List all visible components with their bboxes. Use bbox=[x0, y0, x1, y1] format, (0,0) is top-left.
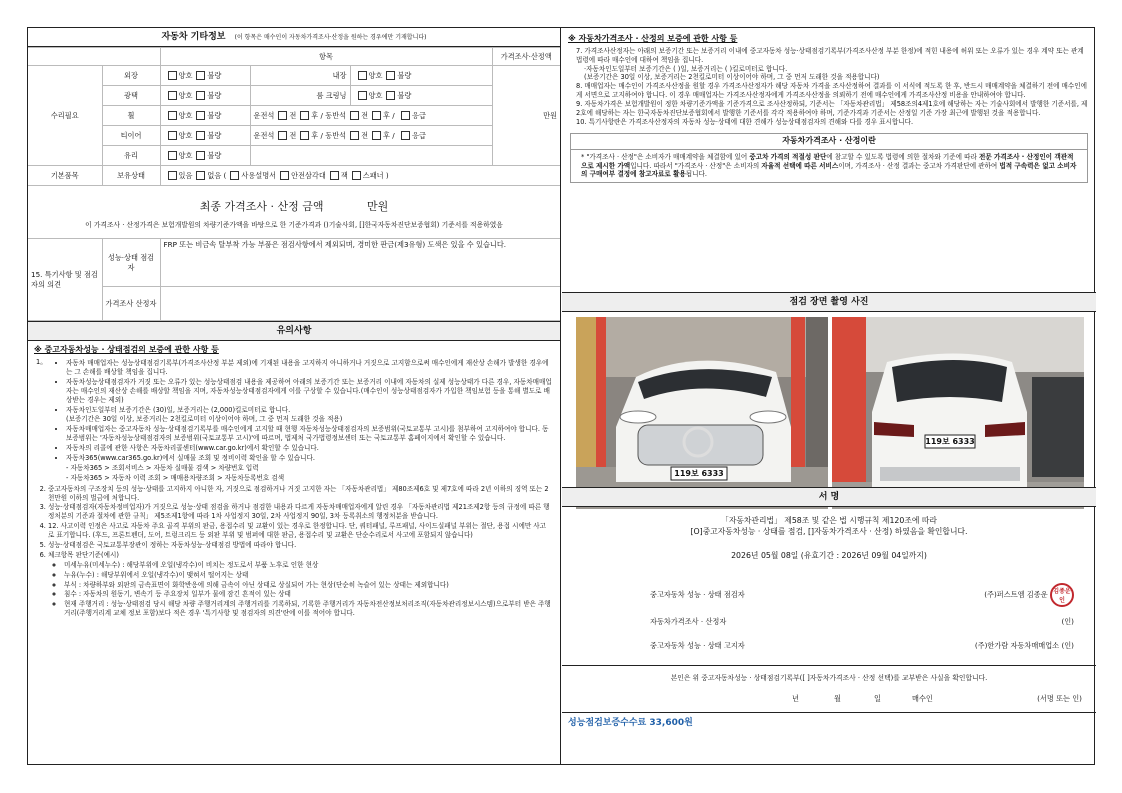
final-label: 최종 가격조사 · 산정 금액 bbox=[199, 200, 324, 214]
year: 년 bbox=[792, 694, 799, 703]
role-inspector: 중고자동차 성능 · 상태 점검자 bbox=[650, 590, 745, 600]
possession-label: 보유상태 bbox=[102, 166, 160, 186]
checkbox[interactable] bbox=[168, 71, 177, 80]
car-front-photo-image bbox=[576, 317, 828, 509]
role-notifier: 중고자동차 성능 · 상태 고지자 bbox=[650, 641, 745, 651]
standard-text-1: 이 가격조사 · 산정가격은 보험개발원의 차량기준가액을 바탕으로 한 기준가격과 ( bbox=[85, 220, 327, 229]
notice-bar: 유의사항 bbox=[28, 321, 560, 341]
box-bold-3: 자율적 선택에 따른 서비스 bbox=[761, 161, 839, 170]
checkbox[interactable] bbox=[300, 131, 309, 140]
list-item: ·자동차인도일부터 보증기간은 ( )일, 보증거리는 ( )킬로미터로 합니다. bbox=[584, 64, 788, 73]
list-item: 8. 매매업자는 매수인이 가격조사산정을 원할 경우 가격조사산정자가 해당 자동차 가격을 조사산정하여 결과를 이 서식에 적도록 한 후, 반드시 매매계약을 체결하기 전에 매수인에게 서면으로 고지하여야 합니다. 이 경우 매매업자는 가격조사산정자에게 가격조사산정을 의뢰하기 전에 매수인에게 가격조사산정 비용을 안내하여야 합니다. bbox=[576, 82, 1088, 100]
spare: 응급 bbox=[412, 130, 426, 140]
driver-seat: 운전석 bbox=[253, 110, 275, 120]
list-item: • 자동차의 리콜에 관한 사항은 자동차리콜센터(www.car.go.kr)에서 확인할 수 있습니다. bbox=[66, 444, 552, 453]
standard-text-2: )기술사회, [ bbox=[326, 220, 362, 229]
checkbox[interactable] bbox=[350, 111, 359, 120]
jack: 잭 bbox=[340, 170, 348, 180]
box-text-5: 됩니다. bbox=[685, 170, 707, 179]
rear: 후 bbox=[311, 110, 319, 120]
col-item-header: 항목 bbox=[160, 48, 492, 66]
notice-list bbox=[36, 485, 552, 618]
name-inspector: (주)퍼스트엠 김종운 bbox=[984, 590, 1048, 599]
checkbox[interactable] bbox=[352, 171, 361, 180]
driver-seat: 운전석 bbox=[253, 130, 275, 140]
list-item: ◦ 미세누유(미세누수) : 해당부위에 오일(냉각수)이 비치는 정도로서 부품 노후로 인한 현상 bbox=[64, 561, 552, 570]
checkbox[interactable] bbox=[196, 131, 205, 140]
guarantee-fee: 성능점검보증수수료 33,600원 bbox=[568, 718, 693, 728]
other-info-header bbox=[28, 28, 560, 47]
list-item: ◦ 누유(누수) : 해당부위에서 오일(냉각수)이 맺혀서 떨어지는 상태 bbox=[64, 571, 552, 580]
rear: 후 bbox=[383, 130, 390, 140]
box-text-2: 에 참고할 수 있도록 법령에 의한 절차와 기준에 따라 bbox=[826, 152, 977, 161]
opt-good: 양호 bbox=[368, 70, 383, 80]
list-item: ◦ 침수 : 자동차의 원동기, 변속기 등 주요장치 일부가 물에 잠긴 흔적이 있는 상태 bbox=[64, 590, 552, 599]
inspection-form bbox=[27, 27, 1095, 765]
checkbox[interactable] bbox=[358, 71, 367, 80]
list-item: 10. 특기사항란은 가격조사산정자의 자동차 성능·상태에 대한 견해가 성능상태점검자의 견해와 다를 경우 표시합니다. bbox=[576, 117, 914, 126]
triangle: 안전삼각대 bbox=[291, 170, 326, 180]
inspection-photo-rear bbox=[832, 317, 1084, 509]
row-gloss: 광택 bbox=[102, 86, 160, 106]
row-tire: 티이어 bbox=[102, 126, 160, 146]
final-unit: 만원 bbox=[366, 200, 389, 214]
car-rear-photo-image bbox=[832, 317, 1084, 509]
checkbox[interactable] bbox=[280, 171, 289, 180]
buyer-sign: (서명 또는 인) bbox=[1037, 694, 1082, 703]
list-item: • 자동차 매매업자는 성능상태점검기록부(가격조사산정 부분 제외)에 기재된 내용을 고지하지 아니하거나 거짓으로 고지함으로써 매수인에게 재산상 손해가 발생한 경우에는 그 손해를 배상할 책임을 집니다. bbox=[66, 359, 552, 377]
spare: 응급 bbox=[412, 110, 426, 120]
item1-lead: 1。 bbox=[36, 358, 47, 367]
right-column bbox=[562, 28, 1096, 764]
standard-text bbox=[28, 219, 560, 238]
checkbox[interactable] bbox=[168, 151, 177, 160]
opt-bad: 불량 bbox=[207, 110, 222, 120]
opt-have: 있음 bbox=[178, 170, 193, 180]
checkbox[interactable] bbox=[278, 111, 287, 120]
checkbox[interactable] bbox=[330, 171, 339, 180]
checkbox[interactable] bbox=[386, 71, 395, 80]
price-definition-box bbox=[570, 133, 1088, 183]
checkbox[interactable] bbox=[230, 171, 239, 180]
list-item: 5. 성능·상태점검은 국토교통부장관이 정하는 자동차성능·상태점검 방법에 따라야 합니다. bbox=[48, 541, 552, 550]
spanner: 스패너 ) bbox=[362, 170, 389, 180]
opt-good: 양호 bbox=[178, 90, 193, 100]
price-inspector-label: 가격조사 산정자 bbox=[102, 287, 160, 321]
box-text-1: * "가격조사 · 산정"은 소비자가 매매계약을 체결함에 있어 bbox=[581, 152, 748, 161]
sign-check: [O]중고자동차성능 · 상태를 점검, [ bbox=[690, 526, 811, 536]
item1-list bbox=[54, 358, 552, 484]
left-column bbox=[28, 28, 561, 764]
list-item: 3. 성능·상태점검자(자동차정비업자)가 거짓으로 성능·상태 점검을 하거나 점검한 내용과 다르게 자동차매매업자에게 알린 경우 「자동차관리법 제21조제2항 등의 규정에 따른 행정처분의 기준과 절차에 관한 규칙」 제5조제1항에 따라 1차 사업정지 30일, 2차 사업정지 90일, 3차 등록취소의 행정처분을 받습니다. bbox=[48, 503, 552, 521]
manual: 사용설명서 bbox=[241, 170, 277, 180]
price-guarantee-title: ※ 자동차가격조사 · 산정의 보증에 관한 사항 등 bbox=[568, 34, 738, 43]
sign-law: 「자동차관리법」 제58조 및 같은 법 시행규칙 제120조에 따라 bbox=[721, 516, 937, 525]
receipt-text: 본인은 위 중고자동차성능 · 상태점검기록부([ ]자동차가격조사 · 산정 선택)를 교부받은 사실을 확인합니다. bbox=[670, 674, 988, 682]
opt-bad: 불량 bbox=[207, 90, 222, 100]
opt-none: 없음 ( bbox=[207, 170, 227, 180]
signature-table bbox=[642, 580, 1082, 658]
box-bold-2: 전문 가격조사 · 산정인이 객관적으로 제시한 가액 bbox=[581, 152, 1074, 170]
month: 월 bbox=[834, 694, 841, 703]
signature-bar: 서 명 bbox=[562, 487, 1096, 507]
opt-good: 양호 bbox=[178, 110, 193, 120]
price-value: 만원 bbox=[492, 66, 560, 166]
opt-good: 양호 bbox=[368, 90, 383, 100]
list-item: 2. 중고자동차의 구조장치 등의 성능·상태를 고지하지 아니한 자, 거짓으로 점검하거나 거짓 고지한 자는 「자동차관리법」 제80조제6호 및 제7호에 따라 2년 이하의 징역 또는 2천만원 이하의 벌금에 처합니다. bbox=[48, 485, 552, 503]
col-price-header: 가격조사·산정액 bbox=[492, 48, 560, 66]
opt-good: 양호 bbox=[178, 70, 193, 80]
front: 전 bbox=[289, 130, 297, 140]
list-item: - 자동차365 > 조회서비스 > 자동차 실매물 검색 > 차량번호 입력 bbox=[66, 463, 259, 472]
license-plate-rear: 119보 6333 bbox=[925, 437, 975, 446]
front: 전 bbox=[289, 110, 297, 120]
list-item: ◦ 부식 : 차량하부와 외판의 금속표면이 화학반응에 의해 금속이 아닌 상태로 상실되어 가는 현상(단순히 녹슬어 있는 상태는 제외합니다) bbox=[64, 581, 552, 590]
signature-statement bbox=[562, 516, 1096, 562]
row-room-cleaning: 룸 크링닝 bbox=[250, 86, 350, 106]
checkbox[interactable] bbox=[168, 91, 177, 100]
list-item: • 자동차매매업자는 중고자동차 성능·상태점검기록부를 매수인에게 고지할 때 현행 자동차성능상태점검자의 보증범위(국토교통부 고시)를 첨부하여 고지하여야 합니다. 동 보증범위는 '자동차성능상태점검자의 보증범위(국토교통부 고시)'에 따르며, 법제처 국가법령정보센터 또는 국토교통부 홈페이지에서 확인할 수 있습니다. bbox=[66, 425, 552, 443]
box-text-3: 입니다. 따라서 "가격조사 · 산정"은 소비자의 bbox=[630, 161, 760, 170]
list-item: 9. 자동차가격은 보험개발원이 정한 차량기준가액을 기준가격으로 조사산정하되, 기준서는 「자동차관리법」 제58조의4제1호에 해당하는 자는 기술사회에서 발행한 기준서를, 제2호에 해당하는 자는 한국자동차진단보증협회에서 발행한 기준서를 각각 적용하여야 하며, 기준가격과 기준서는 산정일 기준 가장 최근에 발행된 것을 적용합니다. bbox=[576, 100, 1088, 118]
checkbox[interactable] bbox=[196, 171, 205, 180]
checkbox[interactable] bbox=[401, 131, 410, 140]
checkbox[interactable] bbox=[386, 91, 395, 100]
row-interior: 내장 bbox=[250, 66, 350, 86]
checkbox[interactable] bbox=[401, 111, 410, 120]
seal-mark: (인) bbox=[1061, 617, 1074, 627]
checkbox[interactable] bbox=[300, 111, 309, 120]
opt-bad: 불량 bbox=[207, 150, 222, 160]
list-item: • 자동차인도일부터 보증기간은 (30)일, 보증거리는 (2,000)킬로미터로 합니다. bbox=[66, 406, 552, 415]
inspector-text: FRP 또는 비금속 탈부착 가능 부품은 점검사항에서 제외되며, 경미한 판금(제3유형) 도색은 있을 수 있습니다. bbox=[160, 239, 560, 287]
criteria-list bbox=[48, 561, 552, 618]
list-item: • 자동차365(www.car365.go.kr)에서 실매물 조회 및 정비이력 확인을 할 수 있습니다. bbox=[66, 454, 552, 463]
rear: 후 bbox=[311, 130, 319, 140]
opinion-table bbox=[28, 238, 560, 321]
list-item: 7. 가격조사산정자는 아래의 보증기간 또는 보증거리 이내에 중고자동차 성능·상태점검기록부(가격조사산정 부분 한정)에 적힌 내용에 허위 또는 오류가 있는 경우 계약 또는 관계법령에 따라 매수인에 대하여 책임을 집니다. bbox=[576, 46, 1084, 64]
list-item: 4. 12. 사고이력 인정은 사고로 자동차 주요 골격 부위의 판금, 용접수리 및 교환이 있는 경우로 한정합니다. 단, 쿼터패널, 루프패널, 사이드실패널 부위는 절단, 용접 시에만 사고로 표기합니다. (후드, 프론트펜더, 도어, 트렁크리드 등 외판 부위 및 범퍼에 대한 판금, 용접수리 및 교환은 단순수리로서 사고에 포함되지 않습니다) bbox=[48, 522, 552, 540]
standard-text-3: ]한국자동차진단보증협회) 기준서를 적용하였음 bbox=[361, 220, 503, 229]
repair-label: 수리필요 bbox=[28, 66, 102, 166]
list-item: ◦ 현재 주행거리 : 성능·상태점검 당시 해당 차량 주행거리계의 주행거리를 기록하되, 기록한 주행거리가 자동차전산정보처리조직(자동차관리정보시스템)으로부터 받은 주행거리(주행거리계 교체 정보 포함)보다 적은 경우 '특기사항 및 점검자의 의견'란에 이를 적어야 합니다. bbox=[64, 600, 552, 618]
front: 전 bbox=[361, 130, 369, 140]
section-note: (이 항목은 매수인이 자동차가격조사·산정을 원하는 경우에만 기재합니다) bbox=[234, 34, 427, 41]
list-item: - 자동차365 > 자동차 이력 조회 > 매매용차량조회 > 자동차등록번호 검색 bbox=[66, 473, 285, 482]
passenger-seat: 동반석 bbox=[325, 110, 347, 120]
checkbox[interactable] bbox=[168, 171, 177, 180]
list-item: (보증기간은 30일 이상, 보증거리는 2천킬로미터 이상이어야 하며, 그 중 먼저 도래한 것을 적용합니다) bbox=[584, 73, 880, 82]
seal-stamp-icon: 김종운인 bbox=[1050, 583, 1074, 607]
sign-check-2: ]자동차가격조사 · 산정) 하였음을 확인합니다. bbox=[810, 526, 968, 536]
final-price-row bbox=[28, 186, 560, 219]
front: 전 bbox=[361, 110, 369, 120]
box-text bbox=[571, 150, 1087, 183]
checkbox[interactable] bbox=[196, 111, 205, 120]
box-text-4: 이며, 가격조사 · 산정 결과는 중고차 가격판단에 관하여 bbox=[838, 161, 998, 170]
other-info-table: 항목 가격조사·산정액 수리필요 외장 양호 불량 내장 양호 불량 만원 광택 양호 불량 룸 크링닝 양호 불량 휠 양호 불량 운전석 전 후 / 동반석 전 후 / 응급 티이어 양호 불량 운전석 전 후 / 동반석 전 후 / 응급 유리 양호 불량 기본품목 보유상태 있음 없음 ( 사용설명서 안전삼각대 잭 스패너 ) bbox=[28, 47, 560, 186]
inspector-label: 성능·상태 점검자 bbox=[102, 239, 160, 287]
opt-good: 양호 bbox=[178, 150, 193, 160]
checkbox[interactable] bbox=[278, 131, 287, 140]
price-guarantee-body bbox=[562, 47, 1096, 127]
role-price: 자동차가격조사 · 산정자 bbox=[650, 617, 727, 627]
opt-bad: 불량 bbox=[207, 130, 222, 140]
inspection-photo-front bbox=[576, 317, 828, 509]
rear: 후 bbox=[383, 110, 390, 120]
checkbox[interactable] bbox=[372, 131, 381, 140]
row-exterior: 외장 bbox=[102, 66, 160, 86]
checkbox[interactable] bbox=[196, 91, 205, 100]
notice-section-title: ※ 중고자동차성능 · 상태점검의 보증에 관한 사항 등 bbox=[34, 345, 219, 355]
list-item: 체크항목 판단기준(예시) bbox=[48, 550, 119, 559]
checkbox[interactable] bbox=[168, 131, 177, 140]
row-glass: 유리 bbox=[102, 146, 160, 166]
opt-bad: 불량 bbox=[397, 90, 412, 100]
list-item: • 자동차성능상태점검자가 거짓 또는 오류가 있는 성능상태점검 내용을 제공하여 아래의 보증기간 또는 보증거리 이내에 자동차의 실제 성능상태가 다른 경우, 자동차매매업자는 매수인의 재산상 손해를 배상할 책임을 지며, 자동차성능상태점검자에게 이를 구상할 수 있습니다.(매수인이 성능상태점검자가 가입한 책임보험 등을 통해 별도로 배상받는 경우는 제외) bbox=[66, 378, 552, 405]
row-wheel: 휠 bbox=[102, 106, 160, 126]
opt-bad: 불량 bbox=[397, 70, 412, 80]
checkbox[interactable] bbox=[372, 111, 381, 120]
checkbox[interactable] bbox=[196, 151, 205, 160]
day: 일 bbox=[874, 694, 881, 703]
passenger-seat: 동반석 bbox=[325, 130, 347, 140]
checkbox[interactable] bbox=[358, 91, 367, 100]
basic-items-label: 기본품목 bbox=[28, 166, 102, 186]
opt-bad: 불량 bbox=[207, 70, 222, 80]
license-plate-front: 119보 6333 bbox=[674, 469, 724, 478]
sign-date: 2026년 05월 08일 (유효기간 : 2026년 09월 04일까지) bbox=[731, 551, 927, 561]
name-notifier: (주)한가람 자동차매매업소 bbox=[974, 641, 1060, 651]
box-title: 자동차가격조사 · 산정이란 bbox=[571, 134, 1087, 150]
buyer: 매수인 bbox=[912, 694, 933, 703]
checkbox[interactable] bbox=[168, 111, 177, 120]
notice-body bbox=[28, 358, 560, 618]
seal-mark: (인) bbox=[1061, 641, 1074, 651]
box-bold-1: 중고차 가격의 적절성 판단 bbox=[749, 152, 827, 161]
box-bold-4: 법적 구속력은 없고 소비자의 구매여부 결정에 참고자료로 활용 bbox=[581, 161, 1077, 179]
section-title: 자동차 기타정보 bbox=[161, 32, 226, 42]
opinion-label: 15. 특기사항 및 점검자의 의견 bbox=[28, 239, 102, 321]
photo-bar: 점검 장면 촬영 사진 bbox=[562, 292, 1096, 312]
checkbox[interactable] bbox=[196, 71, 205, 80]
checkbox[interactable] bbox=[350, 131, 359, 140]
list-item: (보증기간은 30일 이상, 보증거리는 2천킬로미터 이상이어야 하며, 그 중 먼저 도래한 것을 적용) bbox=[66, 415, 343, 424]
opt-good: 양호 bbox=[178, 130, 193, 140]
